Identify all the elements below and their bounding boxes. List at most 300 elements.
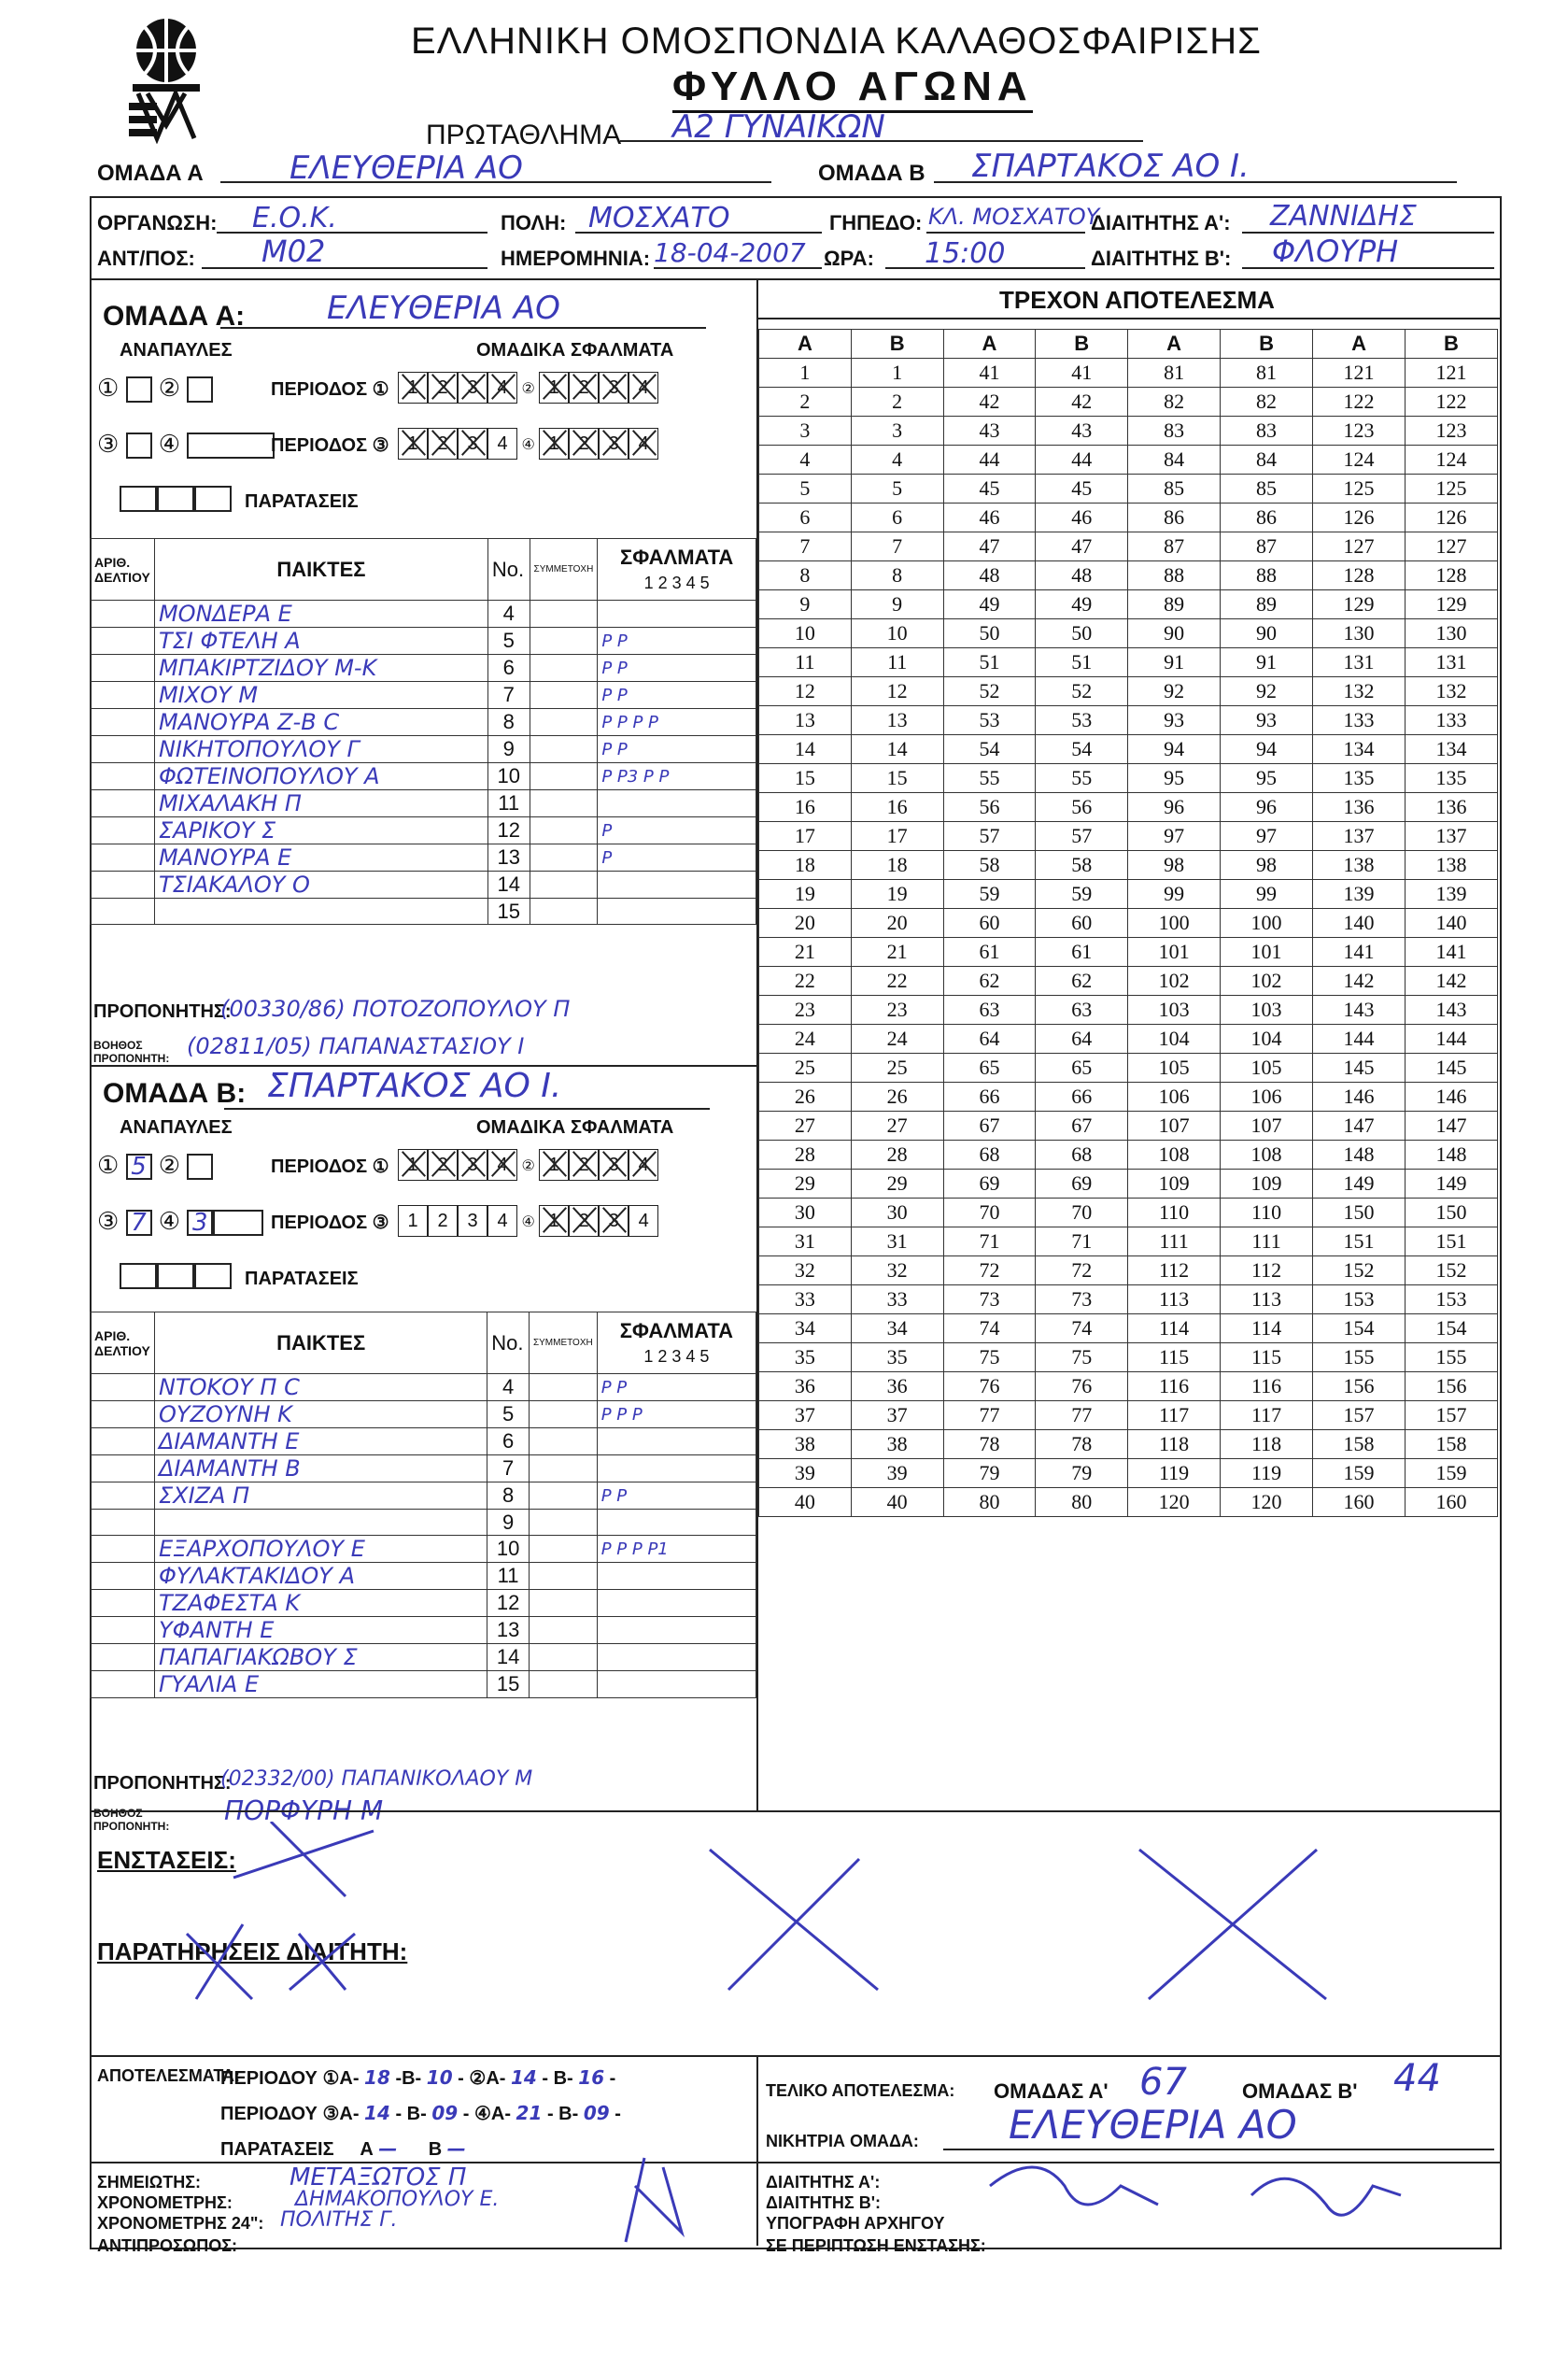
played-check[interactable] xyxy=(529,1401,597,1428)
score-cell[interactable]: 59 xyxy=(1036,880,1128,909)
license-cell[interactable] xyxy=(91,844,155,872)
score-cell[interactable]: 115 xyxy=(1128,1343,1221,1372)
timeouts-a-row2[interactable]: ③ ④ xyxy=(97,430,275,459)
score-cell[interactable]: 79 xyxy=(943,1459,1036,1488)
overtime-boxes-a[interactable] xyxy=(120,486,232,512)
score-cell[interactable]: 19 xyxy=(759,880,852,909)
court-value[interactable]: ΚΛ. ΜΟΣΧΑΤΟΥ xyxy=(928,204,1100,230)
score-cell[interactable]: 44 xyxy=(943,446,1036,475)
score-cell[interactable]: 9 xyxy=(759,590,852,619)
score-cell[interactable]: 112 xyxy=(1128,1256,1221,1285)
score-cell[interactable]: 135 xyxy=(1405,764,1497,793)
score-cell[interactable]: 53 xyxy=(1036,706,1128,735)
score-cell[interactable]: 39 xyxy=(759,1459,852,1488)
score-cell[interactable]: 62 xyxy=(1036,967,1128,996)
score-cell[interactable]: 46 xyxy=(943,504,1036,532)
team-fouls-a-p1[interactable]: 1 2 3 4 ② 1 2 3 4 xyxy=(398,372,658,404)
player-fouls[interactable]: P P xyxy=(598,655,756,682)
score-cell[interactable]: 160 xyxy=(1313,1488,1406,1517)
score-cell[interactable]: 54 xyxy=(943,735,1036,764)
player-name[interactable]: ΓΥΑΛΙΑ Ε xyxy=(154,1671,487,1698)
played-check[interactable] xyxy=(529,1482,597,1510)
timeouts-b-row2[interactable]: ③ 7 ④ 3 xyxy=(97,1207,263,1236)
score-cell[interactable]: 150 xyxy=(1313,1199,1406,1227)
score-cell[interactable]: 143 xyxy=(1405,996,1497,1025)
score-cell[interactable]: 25 xyxy=(851,1054,943,1083)
score-cell[interactable]: 68 xyxy=(1036,1141,1128,1170)
score-cell[interactable]: 148 xyxy=(1313,1141,1406,1170)
played-check[interactable] xyxy=(529,1510,597,1536)
score-cell[interactable]: 42 xyxy=(943,388,1036,417)
score-cell[interactable]: 130 xyxy=(1313,619,1406,648)
score-cell[interactable]: 136 xyxy=(1405,793,1497,822)
license-cell[interactable] xyxy=(91,1617,155,1644)
player-fouls[interactable]: P P3 P P xyxy=(598,763,756,790)
score-cell[interactable]: 84 xyxy=(1221,446,1313,475)
score-cell[interactable]: 59 xyxy=(943,880,1036,909)
license-cell[interactable] xyxy=(91,601,155,628)
city-value[interactable]: ΜΟΣΧΑΤΟ xyxy=(588,202,730,234)
score-cell[interactable]: 8 xyxy=(851,561,943,590)
score-cell[interactable]: 141 xyxy=(1405,938,1497,967)
player-fouls[interactable]: P P P P1 xyxy=(597,1536,756,1563)
player-name[interactable] xyxy=(154,1510,487,1536)
score-cell[interactable]: 26 xyxy=(759,1083,852,1112)
player-name[interactable]: ΤΣΙΑΚΑΛΟΥ Ο xyxy=(154,872,487,899)
score-cell[interactable]: 15 xyxy=(759,764,852,793)
score-cell[interactable]: 74 xyxy=(943,1314,1036,1343)
score-cell[interactable]: 41 xyxy=(943,359,1036,388)
score-cell[interactable]: 30 xyxy=(851,1199,943,1227)
score-cell[interactable]: 69 xyxy=(943,1170,1036,1199)
player-name[interactable]: ΔΙΑΜΑΝΤΗ Ε xyxy=(154,1428,487,1455)
team-a-value[interactable]: ΕΛΕΥΘΕΡΙΑ ΑΟ xyxy=(290,149,523,187)
score-cell[interactable]: 91 xyxy=(1128,648,1221,677)
score-cell[interactable]: 39 xyxy=(851,1459,943,1488)
score-cell[interactable]: 107 xyxy=(1128,1112,1221,1141)
org-value[interactable]: Ε.Ο.Κ. xyxy=(252,202,337,234)
score-cell[interactable]: 94 xyxy=(1128,735,1221,764)
score-cell[interactable]: 2 xyxy=(759,388,852,417)
score-cell[interactable]: 85 xyxy=(1221,475,1313,504)
score-cell[interactable]: 98 xyxy=(1128,851,1221,880)
score-cell[interactable]: 22 xyxy=(759,967,852,996)
score-cell[interactable]: 73 xyxy=(943,1285,1036,1314)
player-fouls[interactable] xyxy=(597,1455,756,1482)
played-check[interactable] xyxy=(530,601,598,628)
score-cell[interactable]: 61 xyxy=(943,938,1036,967)
score-cell[interactable]: 6 xyxy=(759,504,852,532)
player-name[interactable]: ΝΤΟΚΟΥ Π C xyxy=(154,1374,487,1401)
score-cell[interactable]: 7 xyxy=(851,532,943,561)
played-check[interactable] xyxy=(529,1563,597,1590)
player-name[interactable]: ΠΑΠΑΓΙΑΚΩΒΟΥ Σ xyxy=(154,1644,487,1671)
score-cell[interactable]: 109 xyxy=(1128,1170,1221,1199)
team-b-name[interactable]: ΣΠΑΡΤΑΚΟΣ ΑΟ Ι. xyxy=(267,1067,562,1105)
score-cell[interactable]: 63 xyxy=(1036,996,1128,1025)
score-cell[interactable]: 43 xyxy=(1036,417,1128,446)
score-cell[interactable]: 118 xyxy=(1128,1430,1221,1459)
team-b-asst[interactable]: ΠΟΡΦΥΡΗ Μ xyxy=(224,1795,384,1826)
score-cell[interactable]: 160 xyxy=(1405,1488,1497,1517)
player-name[interactable]: ΣΧΙΖΑ Π xyxy=(154,1482,487,1510)
score-cell[interactable]: 11 xyxy=(851,648,943,677)
score-cell[interactable]: 127 xyxy=(1313,532,1406,561)
score-cell[interactable]: 32 xyxy=(851,1256,943,1285)
score-cell[interactable]: 56 xyxy=(943,793,1036,822)
score-cell[interactable]: 159 xyxy=(1405,1459,1497,1488)
player-name[interactable]: ΥΦΑΝΤΗ Ε xyxy=(154,1617,487,1644)
score-cell[interactable]: 104 xyxy=(1221,1025,1313,1054)
license-cell[interactable] xyxy=(91,628,155,655)
score-cell[interactable]: 66 xyxy=(1036,1083,1128,1112)
score-cell[interactable]: 89 xyxy=(1128,590,1221,619)
score-cell[interactable]: 52 xyxy=(943,677,1036,706)
score-cell[interactable]: 119 xyxy=(1128,1459,1221,1488)
score-cell[interactable]: 49 xyxy=(943,590,1036,619)
license-cell[interactable] xyxy=(91,736,155,763)
score-cell[interactable]: 147 xyxy=(1405,1112,1497,1141)
score-cell[interactable]: 28 xyxy=(759,1141,852,1170)
score-cell[interactable]: 31 xyxy=(759,1227,852,1256)
score-cell[interactable]: 141 xyxy=(1313,938,1406,967)
score-cell[interactable]: 87 xyxy=(1128,532,1221,561)
score-cell[interactable]: 135 xyxy=(1313,764,1406,793)
final-a-score[interactable]: 67 xyxy=(1139,2061,1187,2104)
score-cell[interactable]: 98 xyxy=(1221,851,1313,880)
score-cell[interactable]: 120 xyxy=(1221,1488,1313,1517)
score-cell[interactable]: 80 xyxy=(1036,1488,1128,1517)
played-check[interactable] xyxy=(529,1374,597,1401)
score-cell[interactable]: 138 xyxy=(1313,851,1406,880)
player-fouls[interactable]: P xyxy=(598,817,756,844)
score-cell[interactable]: 112 xyxy=(1221,1256,1313,1285)
played-check[interactable] xyxy=(529,1617,597,1644)
player-fouls[interactable]: P xyxy=(598,844,756,872)
score-cell[interactable]: 100 xyxy=(1221,909,1313,938)
score-cell[interactable]: 31 xyxy=(851,1227,943,1256)
player-name[interactable]: ΕΞΑΡΧΟΠΟΥΛΟΥ Ε xyxy=(154,1536,487,1563)
score-cell[interactable]: 4 xyxy=(759,446,852,475)
score-cell[interactable]: 83 xyxy=(1128,417,1221,446)
score-cell[interactable]: 107 xyxy=(1221,1112,1313,1141)
score-cell[interactable]: 104 xyxy=(1128,1025,1221,1054)
score-cell[interactable]: 89 xyxy=(1221,590,1313,619)
license-cell[interactable] xyxy=(91,1644,155,1671)
score-cell[interactable]: 40 xyxy=(759,1488,852,1517)
score-cell[interactable]: 97 xyxy=(1128,822,1221,851)
time-value[interactable]: 15:00 xyxy=(925,237,1006,270)
score-cell[interactable]: 20 xyxy=(851,909,943,938)
score-cell[interactable]: 37 xyxy=(759,1401,852,1430)
score-cell[interactable]: 155 xyxy=(1405,1343,1497,1372)
score-cell[interactable]: 137 xyxy=(1313,822,1406,851)
score-cell[interactable]: 36 xyxy=(759,1372,852,1401)
score-cell[interactable]: 147 xyxy=(1313,1112,1406,1141)
score-cell[interactable]: 67 xyxy=(943,1112,1036,1141)
score-cell[interactable]: 103 xyxy=(1128,996,1221,1025)
player-name[interactable] xyxy=(154,899,487,925)
score-cell[interactable]: 139 xyxy=(1313,880,1406,909)
score-cell[interactable]: 41 xyxy=(1036,359,1128,388)
score-cell[interactable]: 17 xyxy=(759,822,852,851)
score-cell[interactable]: 65 xyxy=(943,1054,1036,1083)
score-cell[interactable]: 40 xyxy=(851,1488,943,1517)
score-cell[interactable]: 63 xyxy=(943,996,1036,1025)
played-check[interactable] xyxy=(530,628,598,655)
score-cell[interactable]: 68 xyxy=(943,1141,1036,1170)
score-cell[interactable]: 37 xyxy=(851,1401,943,1430)
score-cell[interactable]: 71 xyxy=(1036,1227,1128,1256)
team-fouls-b-p1[interactable]: 1 2 3 4 ② 1 2 3 4 xyxy=(398,1149,658,1181)
score-cell[interactable]: 158 xyxy=(1405,1430,1497,1459)
score-cell[interactable]: 149 xyxy=(1405,1170,1497,1199)
score-cell[interactable]: 27 xyxy=(759,1112,852,1141)
score-cell[interactable]: 48 xyxy=(1036,561,1128,590)
score-cell[interactable]: 138 xyxy=(1405,851,1497,880)
score-cell[interactable]: 49 xyxy=(1036,590,1128,619)
score-cell[interactable]: 71 xyxy=(943,1227,1036,1256)
score-cell[interactable]: 142 xyxy=(1313,967,1406,996)
score-cell[interactable]: 87 xyxy=(1221,532,1313,561)
score-cell[interactable]: 99 xyxy=(1221,880,1313,909)
team-b-coach[interactable]: (02332/00) ΠΑΠΑΝΙΚΟΛΑΟΥ Μ xyxy=(220,1767,533,1791)
timeouts-b-row1[interactable]: ① 5 ② xyxy=(97,1151,213,1180)
score-cell[interactable]: 126 xyxy=(1313,504,1406,532)
score-cell[interactable]: 152 xyxy=(1405,1256,1497,1285)
player-fouls[interactable] xyxy=(598,790,756,817)
played-check[interactable] xyxy=(530,899,598,925)
license-cell[interactable] xyxy=(91,1428,155,1455)
played-check[interactable] xyxy=(530,790,598,817)
score-cell[interactable]: 134 xyxy=(1313,735,1406,764)
score-cell[interactable]: 145 xyxy=(1313,1054,1406,1083)
license-cell[interactable] xyxy=(91,1482,155,1510)
license-cell[interactable] xyxy=(91,1510,155,1536)
ref2-value[interactable]: ΦΛΟΥΡΗ xyxy=(1272,234,1399,269)
championship-value[interactable]: Α2 ΓΥΝΑΙΚΩΝ xyxy=(672,108,885,146)
score-cell[interactable]: 61 xyxy=(1036,938,1128,967)
team-a-coach[interactable]: (00330/86) ΠΟΤΟΖΟΠΟΥΛΟΥ Π xyxy=(220,996,571,1022)
score-cell[interactable]: 88 xyxy=(1221,561,1313,590)
score-cell[interactable]: 146 xyxy=(1405,1083,1497,1112)
score-cell[interactable]: 36 xyxy=(851,1372,943,1401)
score-cell[interactable]: 82 xyxy=(1128,388,1221,417)
played-check[interactable] xyxy=(529,1428,597,1455)
player-fouls[interactable]: P P xyxy=(598,682,756,709)
score-cell[interactable]: 108 xyxy=(1221,1141,1313,1170)
score-cell[interactable]: 13 xyxy=(851,706,943,735)
score-cell[interactable]: 50 xyxy=(943,619,1036,648)
score-cell[interactable]: 18 xyxy=(759,851,852,880)
score-cell[interactable]: 14 xyxy=(759,735,852,764)
score-cell[interactable]: 50 xyxy=(1036,619,1128,648)
score-cell[interactable]: 100 xyxy=(1128,909,1221,938)
score-cell[interactable]: 19 xyxy=(851,880,943,909)
played-check[interactable] xyxy=(530,844,598,872)
score-cell[interactable]: 91 xyxy=(1221,648,1313,677)
score-cell[interactable]: 56 xyxy=(1036,793,1128,822)
team-fouls-b-p3[interactable]: 1 2 3 4 ④ 1 2 3 4 xyxy=(398,1205,658,1237)
score-cell[interactable]: 127 xyxy=(1405,532,1497,561)
score-cell[interactable]: 133 xyxy=(1405,706,1497,735)
score-cell[interactable]: 81 xyxy=(1221,359,1313,388)
score-cell[interactable]: 54 xyxy=(1036,735,1128,764)
score-cell[interactable]: 116 xyxy=(1221,1372,1313,1401)
player-fouls[interactable] xyxy=(598,601,756,628)
score-cell[interactable]: 47 xyxy=(1036,532,1128,561)
score-cell[interactable]: 110 xyxy=(1128,1199,1221,1227)
score-cell[interactable]: 114 xyxy=(1128,1314,1221,1343)
score-cell[interactable]: 24 xyxy=(759,1025,852,1054)
score-cell[interactable]: 22 xyxy=(851,967,943,996)
score-cell[interactable]: 125 xyxy=(1405,475,1497,504)
played-check[interactable] xyxy=(530,817,598,844)
score-cell[interactable]: 90 xyxy=(1128,619,1221,648)
played-check[interactable] xyxy=(530,655,598,682)
score-cell[interactable]: 33 xyxy=(759,1285,852,1314)
team-a-asst[interactable]: (02811/05) ΠΑΠΑΝΑΣΤΑΣΙΟΥ Ι xyxy=(187,1033,525,1059)
score-cell[interactable]: 58 xyxy=(1036,851,1128,880)
score-cell[interactable]: 33 xyxy=(851,1285,943,1314)
score-cell[interactable]: 60 xyxy=(943,909,1036,938)
score-cell[interactable]: 93 xyxy=(1128,706,1221,735)
score-cell[interactable]: 96 xyxy=(1221,793,1313,822)
score-cell[interactable]: 142 xyxy=(1405,967,1497,996)
score-cell[interactable]: 64 xyxy=(1036,1025,1128,1054)
score-cell[interactable]: 126 xyxy=(1405,504,1497,532)
score-cell[interactable]: 129 xyxy=(1313,590,1406,619)
player-name[interactable]: ΦΩΤΕΙΝΟΠΟΥΛΟΥ Α xyxy=(154,763,487,790)
score-cell[interactable]: 128 xyxy=(1405,561,1497,590)
score-cell[interactable]: 38 xyxy=(759,1430,852,1459)
score-cell[interactable]: 122 xyxy=(1313,388,1406,417)
score-cell[interactable]: 21 xyxy=(759,938,852,967)
player-fouls[interactable] xyxy=(597,1563,756,1590)
played-check[interactable] xyxy=(530,872,598,899)
overtime-boxes-b[interactable] xyxy=(120,1263,232,1289)
score-cell[interactable]: 28 xyxy=(851,1141,943,1170)
score-cell[interactable]: 42 xyxy=(1036,388,1128,417)
score-cell[interactable]: 66 xyxy=(943,1083,1036,1112)
score-cell[interactable]: 111 xyxy=(1221,1227,1313,1256)
score-cell[interactable]: 51 xyxy=(943,648,1036,677)
score-cell[interactable]: 119 xyxy=(1221,1459,1313,1488)
score-cell[interactable]: 24 xyxy=(851,1025,943,1054)
played-check[interactable] xyxy=(530,763,598,790)
score-cell[interactable]: 74 xyxy=(1036,1314,1128,1343)
score-cell[interactable]: 77 xyxy=(1036,1401,1128,1430)
score-cell[interactable]: 96 xyxy=(1128,793,1221,822)
player-name[interactable]: ΜΠΑΚΙΡΤΖΙΔΟΥ Μ-Κ xyxy=(154,655,487,682)
license-cell[interactable] xyxy=(91,1374,155,1401)
score-cell[interactable]: 120 xyxy=(1128,1488,1221,1517)
score-cell[interactable]: 78 xyxy=(943,1430,1036,1459)
score-cell[interactable]: 131 xyxy=(1313,648,1406,677)
score-cell[interactable]: 16 xyxy=(851,793,943,822)
player-fouls[interactable] xyxy=(598,872,756,899)
score-cell[interactable]: 129 xyxy=(1405,590,1497,619)
score-cell[interactable]: 149 xyxy=(1313,1170,1406,1199)
player-name[interactable]: ΜΑΝΟΥΡΑ Ε xyxy=(154,844,487,872)
license-cell[interactable] xyxy=(91,1671,155,1698)
score-cell[interactable]: 105 xyxy=(1128,1054,1221,1083)
score-cell[interactable]: 5 xyxy=(851,475,943,504)
license-cell[interactable] xyxy=(91,1401,155,1428)
score-cell[interactable]: 11 xyxy=(759,648,852,677)
score-cell[interactable]: 12 xyxy=(851,677,943,706)
score-cell[interactable]: 101 xyxy=(1128,938,1221,967)
score-cell[interactable]: 97 xyxy=(1221,822,1313,851)
score-cell[interactable]: 12 xyxy=(759,677,852,706)
score-cell[interactable]: 136 xyxy=(1313,793,1406,822)
score-cell[interactable]: 114 xyxy=(1221,1314,1313,1343)
score-cell[interactable]: 58 xyxy=(943,851,1036,880)
score-cell[interactable]: 82 xyxy=(1221,388,1313,417)
played-check[interactable] xyxy=(530,736,598,763)
player-fouls[interactable]: P P P P xyxy=(598,709,756,736)
score-cell[interactable]: 6 xyxy=(851,504,943,532)
score-cell[interactable]: 55 xyxy=(1036,764,1128,793)
score-cell[interactable]: 121 xyxy=(1313,359,1406,388)
player-name[interactable]: ΤΖΑΦΕΣΤΑ Κ xyxy=(154,1590,487,1617)
player-fouls[interactable]: P P xyxy=(597,1374,756,1401)
score-cell[interactable]: 78 xyxy=(1036,1430,1128,1459)
team-b-value[interactable]: ΣΠΑΡΤΑΚΟΣ ΑΟ Ι. xyxy=(971,148,1250,185)
played-check[interactable] xyxy=(529,1671,597,1698)
team-fouls-a-p3[interactable]: 1 2 3 4 ④ 1 2 3 4 xyxy=(398,428,658,460)
score-cell[interactable]: 2 xyxy=(851,388,943,417)
score-cell[interactable]: 48 xyxy=(943,561,1036,590)
score-cell[interactable]: 128 xyxy=(1313,561,1406,590)
score-cell[interactable]: 105 xyxy=(1221,1054,1313,1083)
score-cell[interactable]: 5 xyxy=(759,475,852,504)
score-cell[interactable]: 95 xyxy=(1128,764,1221,793)
player-name[interactable]: ΜΙΧΟΥ Μ xyxy=(154,682,487,709)
score-cell[interactable]: 35 xyxy=(759,1343,852,1372)
score-cell[interactable]: 83 xyxy=(1221,417,1313,446)
score-cell[interactable]: 115 xyxy=(1221,1343,1313,1372)
score-cell[interactable]: 70 xyxy=(943,1199,1036,1227)
score-cell[interactable]: 151 xyxy=(1405,1227,1497,1256)
player-name[interactable]: ΝΙΚΗΤΟΠΟΥΛΟΥ Γ xyxy=(154,736,487,763)
score-cell[interactable]: 95 xyxy=(1221,764,1313,793)
license-cell[interactable] xyxy=(91,763,155,790)
score-cell[interactable]: 108 xyxy=(1128,1141,1221,1170)
score-cell[interactable]: 92 xyxy=(1128,677,1221,706)
score-cell[interactable]: 45 xyxy=(1036,475,1128,504)
score-cell[interactable]: 38 xyxy=(851,1430,943,1459)
player-name[interactable]: ΤΣΙ ΦΤΕΛΗ Α xyxy=(154,628,487,655)
score-cell[interactable]: 23 xyxy=(851,996,943,1025)
score-cell[interactable]: 124 xyxy=(1405,446,1497,475)
score-cell[interactable]: 25 xyxy=(759,1054,852,1083)
score-cell[interactable]: 16 xyxy=(759,793,852,822)
license-cell[interactable] xyxy=(91,872,155,899)
score-cell[interactable]: 76 xyxy=(943,1372,1036,1401)
score-cell[interactable]: 113 xyxy=(1221,1285,1313,1314)
score-cell[interactable]: 51 xyxy=(1036,648,1128,677)
player-name[interactable]: ΜΟΝΔΕΡΑ Ε xyxy=(154,601,487,628)
score-cell[interactable]: 123 xyxy=(1405,417,1497,446)
rep-value[interactable]: Μ02 xyxy=(261,234,326,269)
score-cell[interactable]: 64 xyxy=(943,1025,1036,1054)
score-cell[interactable]: 79 xyxy=(1036,1459,1128,1488)
score-cell[interactable]: 75 xyxy=(943,1343,1036,1372)
score-cell[interactable]: 1 xyxy=(759,359,852,388)
player-fouls[interactable] xyxy=(597,1617,756,1644)
score-cell[interactable]: 117 xyxy=(1128,1401,1221,1430)
